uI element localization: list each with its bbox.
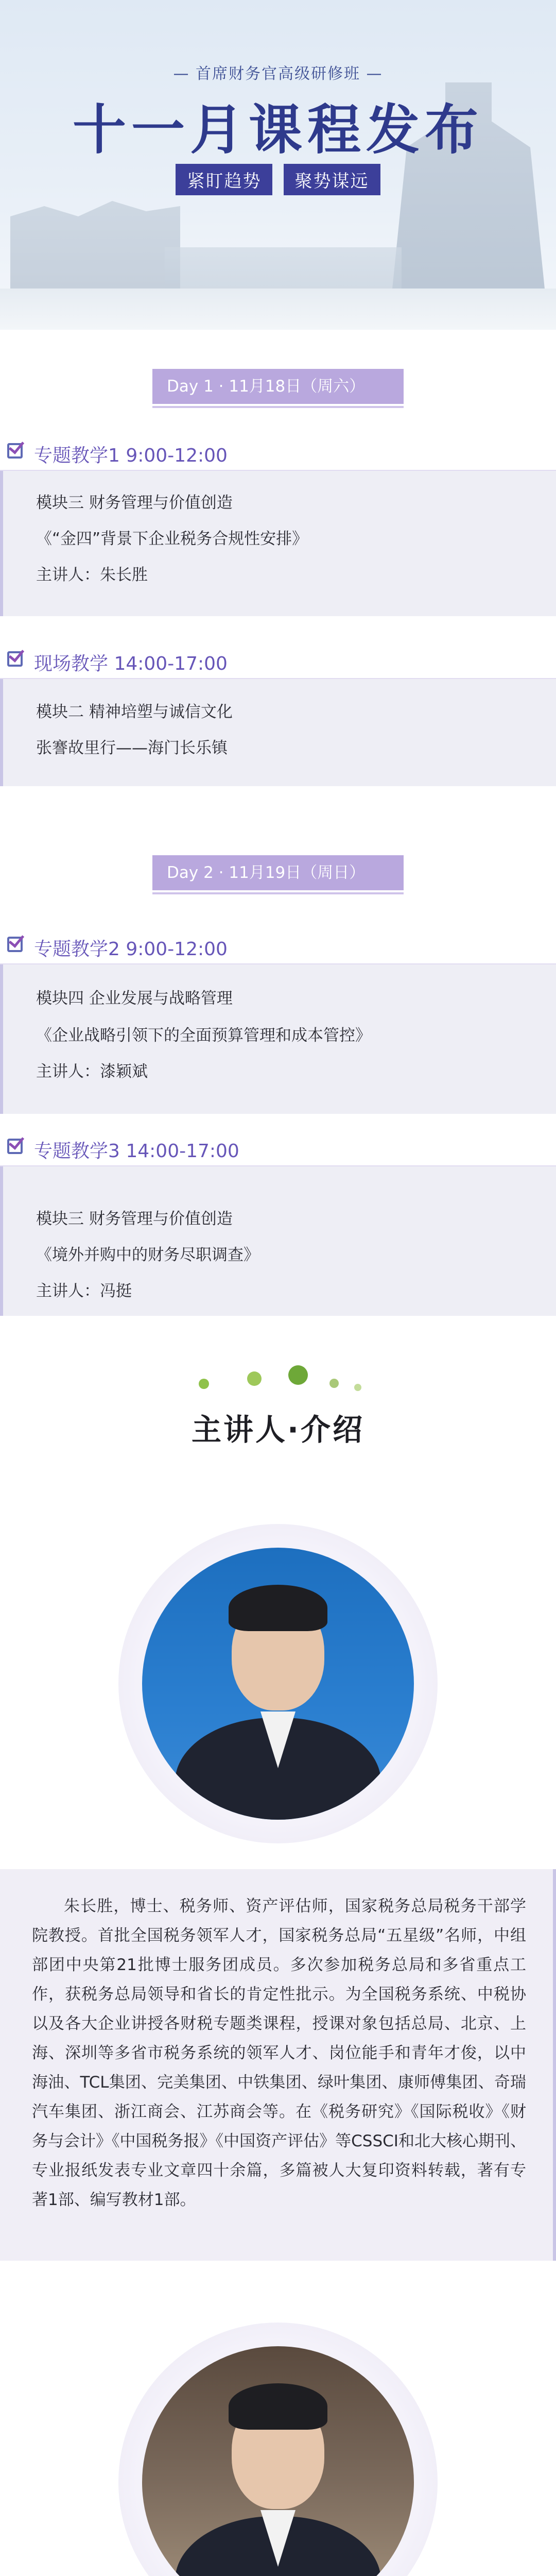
hero-tag: 聚势谋远 xyxy=(284,164,380,195)
session-1-body xyxy=(0,471,556,616)
session-speaker: 主讲人：冯挺 xyxy=(36,1282,132,1300)
session-speaker: 主讲人：漆颖斌 xyxy=(36,1062,148,1081)
decor-dot xyxy=(247,1371,262,1386)
day-2-bar: Day 2 · 11月19日（周日） xyxy=(152,855,404,890)
checkbox-icon xyxy=(7,439,29,465)
presenters-section-title: 主讲人·介绍 xyxy=(191,1412,365,1447)
session-module: 模块三 财务管理与价值创造 xyxy=(36,1210,233,1228)
hero-title: 十一月课程发布 xyxy=(72,98,483,161)
session-title: 现场教学 14:00-17:00 xyxy=(34,653,228,674)
decor-dot xyxy=(288,1365,308,1385)
session-topic: 《“金四”背景下企业税务合规性安排》 xyxy=(36,530,308,548)
session-module: 模块三 财务管理与价值创造 xyxy=(36,494,233,512)
day-1-bar: Day 1 · 11月18日（周六） xyxy=(152,369,404,404)
session-topic: 张謇故里行——海门长乐镇 xyxy=(36,739,228,757)
session-2-header xyxy=(0,642,556,679)
session-2-body xyxy=(0,679,556,786)
decor-dot xyxy=(354,1384,361,1391)
session-topic: 《境外并购中的财务尽职调查》 xyxy=(36,1246,259,1264)
presenter-1-photo xyxy=(118,1524,438,1843)
session-3-body xyxy=(0,964,556,1114)
session-1-header xyxy=(0,434,556,471)
decor-dot xyxy=(199,1379,209,1389)
hero-banner xyxy=(0,0,556,330)
session-topic: 《企业战略引领下的全面预算管理和成本管控》 xyxy=(36,1026,371,1045)
decor-dot xyxy=(329,1379,339,1388)
session-4-header xyxy=(0,1129,556,1166)
presenter-1-bio xyxy=(0,1869,556,2261)
hero-subtitle: — 首席财务官高级研修班 — xyxy=(173,65,383,83)
ground-illustration xyxy=(0,289,556,330)
building-illustration-left xyxy=(10,185,180,289)
session-module: 模块四 企业发展与战略管理 xyxy=(36,989,233,1008)
checkbox-icon xyxy=(7,933,29,958)
hero-tags xyxy=(0,164,556,195)
session-module: 模块二 精神培塑与诚信文化 xyxy=(36,703,233,721)
session-speaker: 主讲人：朱长胜 xyxy=(36,566,148,584)
presenter-2-photo xyxy=(118,2323,438,2576)
session-3-header xyxy=(0,927,556,964)
bio-paragraph: 朱长胜，博士、税务师、资产评估师，国家税务总局税务干部学院教授。首批全国税务领军人才，国家税务总局“五星级”名师，中组部团中央第21批博士服务团成员。多次参加税务总局和多省重点工作，获税务总局领导和省长的肯定性批示。为全国税务系统、中税协以及各大企业讲授各财税专题类课程，授课对象包括总局、北京、上海、深圳等多省市税务系统的领军人才、岗位能手和青年才俊，以中海油、TCL集团、完美集团、中铁集团、绿叶集团、康师傅集团、奇瑞汽车集团、浙江商会、江苏商会等。在《税务研究》《国际税收》《财务与会计》《中国税务报》《中国资产评估》等CSSCI和北大核心期刊、专业报纸发表专业文章四十余篇，多篇被人大复印资料转载，著有专著1部、编写教材1部。 xyxy=(32,1897,526,2209)
session-title: 专题教学2 9:00-12:00 xyxy=(34,939,228,960)
session-title: 专题教学1 9:00-12:00 xyxy=(34,445,228,466)
session-4-body xyxy=(0,1166,556,1316)
checkbox-icon xyxy=(7,1134,29,1160)
hero-tag: 紧盯趋势 xyxy=(176,164,272,195)
checkbox-icon xyxy=(7,647,29,673)
session-title: 专题教学3 14:00-17:00 xyxy=(34,1141,239,1162)
